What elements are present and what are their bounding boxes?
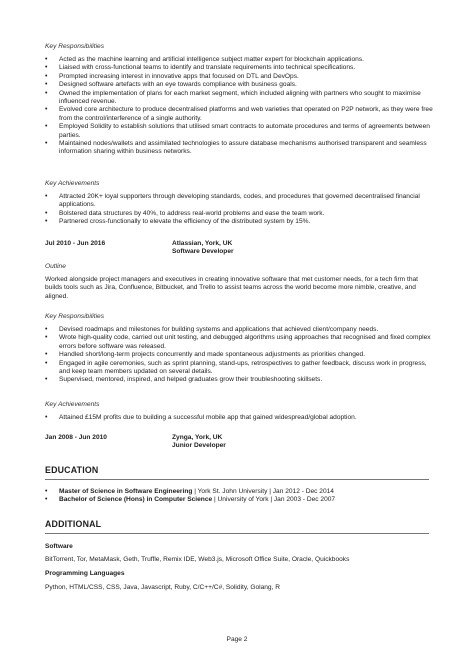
list-item: • Attracted 20K+ loyal supporters through developing standards, codes, and procedures that governed decentralised financial applications. [45,193,435,210]
additional-divider [45,533,429,534]
degree-details: | University of York | Jan 2003 - Dec 2007 [212,496,336,504]
list-item: • Maintained nodes/wallets and assimilated technologies to assure database mechanisms authorised transparent and seamless information sharing within business networks. [45,140,435,157]
list-item: • Supervised, mentored, inspired, and helped graduates grow their troubleshooting skillsets. [45,376,435,384]
job2-company: Atlassian, York, UK [172,240,233,247]
job2-outline-text: Worked alongside project managers and executives in creating innovative software that met customer needs, for a tech firm that builds tools such as Jira, Confluence, Bitbucket, and Trello to assist teams across the world become more nimble, creative, and aligned. [45,276,418,300]
job2-header [45,240,435,257]
languages-list: Python, HTML/CSS, CSS, Java, Javascript, Ruby, C/C++/C#, Solidity, Golang, R [45,584,281,591]
list-item: • Prompted increasing interest in innovative apps that focused on DTL and DevOps. [45,73,435,81]
job1-responsibilities-list [45,56,435,157]
degree-details: | York St. John University | Jan 2012 - Dec 2014 [192,488,334,495]
list-item: • Wrote high-quality code, carried out unit testing, and debugged algorithms using approaches that recognised and fixed complex errors before software was released. [45,334,435,351]
job2-outline-title: Outline [45,263,66,270]
job3-header [45,434,435,451]
job3-dates: Jan 2008 - Jun 2010 [45,434,107,441]
list-item: • Attained £15M profits due to building a successful mobile app that gained widespread/global adoption. [45,414,435,422]
job2-responsibilities-title: Key Responsibilities [45,313,105,320]
education-item [45,488,435,496]
list-item: • Engaged in agile ceremonies, such as sprint planning, stand-ups, retrospectives to gather feedback, discuss work in progress, and keep team members updated on several details. [45,360,435,377]
list-item: • Liaised with cross-functional teams to identify and translate requirements into technical specifications. [45,64,435,72]
job1-achievements-title: Key Achievements [45,180,100,187]
list-item: • Evolved core architecture to produce decentralised platforms and web varieties that operated on P2P network, as they were free from the control/interference of a single authority. [45,106,435,123]
list-item: • Acted as the machine learning and artificial intelligence subject matter expert for blockchain applications. [45,56,435,64]
education-item [45,496,435,504]
education-list [45,488,435,505]
list-item: • Partnered cross-functionally to elevate the efficiency of the distributed system by 15%. [45,218,435,226]
list-item: • Devised roadmaps and milestones for building systems and applications that achieved client/company needs. [45,326,435,334]
job1-achievements-list [45,193,435,227]
list-item: • Owned the implementation of plans for each market segment, which included aligning with partners who sought to maximise influenced revenue. [45,90,435,107]
list-item: • Handled short/long-term projects concurrently and made spontaneous adjustments as priorities changed. [45,351,435,359]
software-list: BitTorrent, Tor, MetaMask, Geth, Truffle, Remix IDE, Web3.js, Microsoft Office Suite, Oracle, Quickbooks [45,556,350,563]
degree-name: Master of Science in Software Engineering [59,488,193,495]
job1-responsibilities-title: Key Responsibilities [45,43,105,50]
job2-dates: Jul 2010 - Jun 2016 [45,240,106,247]
page-number: Page 2 [226,636,248,643]
languages-title: Programming Languages [45,570,125,577]
list-item: • Bolstered data structures by 40%, to address real-world problems and ease the team work. [45,210,435,218]
job2-achievements-title: Key Achievements [45,401,100,408]
list-item: • Designed software artefacts with an eye towards compliance with business goals. [45,81,435,89]
job2-achievements-list [45,414,435,422]
job3-company: Zynga, York, UK [172,434,223,441]
job3-role: Junior Developer [172,442,226,450]
software-title: Software [45,543,73,550]
list-item: • Employed Solidity to establish solutions that utilised smart contracts to automate procedures and terms of agreements between parties. [45,123,435,140]
job2-role: Software Developer [172,248,234,256]
degree-name: Bachelor of Science (Hons) in Computer Science [59,496,213,504]
additional-heading: ADDITIONAL [45,519,102,529]
education-divider [45,479,429,480]
education-heading: EDUCATION [45,465,99,475]
job2-responsibilities-list [45,326,435,385]
